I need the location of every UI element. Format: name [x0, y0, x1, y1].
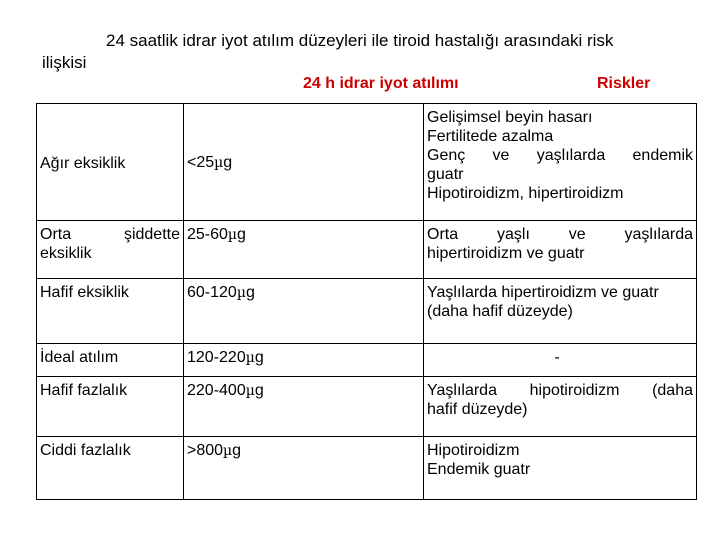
risks-cell	[424, 344, 697, 377]
micro-symbol: µ	[236, 285, 246, 301]
intake-value: 60-120	[187, 284, 237, 301]
deficiency-level: Hafif fazlalık	[40, 382, 128, 399]
column-header-intake: 24 h idrar iyot atılımı	[303, 75, 459, 92]
intake-unit: g	[237, 226, 246, 243]
intake-value: <25	[187, 154, 215, 171]
risks-cell	[424, 104, 697, 221]
intake-cell	[184, 279, 424, 344]
deficiency-level: İdeal atılım	[40, 349, 119, 366]
column-header-risks: Riskler	[597, 75, 651, 92]
deficiency-level: Ciddi fazlalık	[40, 442, 131, 459]
intake-cell	[184, 104, 424, 221]
risks-cell	[424, 279, 697, 344]
table-row	[37, 279, 697, 344]
table-row	[37, 344, 697, 377]
micro-symbol: µ	[245, 383, 255, 399]
risk-item: Yaşlılarda hipotiroidizm (daha	[427, 382, 693, 399]
risk-item: Fertilitede azalma	[427, 128, 554, 145]
deficiency-level: Hafif eksiklik	[40, 284, 129, 301]
risk-item: guatr	[427, 166, 464, 183]
micro-symbol: µ	[245, 350, 255, 366]
table-row	[37, 221, 697, 279]
risks-cell	[424, 221, 697, 279]
intake-cell	[184, 344, 424, 377]
table-row	[37, 104, 697, 221]
intake-unit: g	[245, 284, 255, 301]
deficiency-level-cell	[37, 437, 184, 500]
intake-value: >800	[187, 442, 224, 459]
risk-item: Hipotiroidizm, hipertiroidizm	[427, 185, 624, 202]
deficiency-level-cell	[37, 377, 184, 437]
page-title-continuation: ilişkisi	[42, 53, 87, 72]
intake-cell	[184, 221, 424, 279]
intake-unit: g	[254, 382, 264, 399]
risk-table	[36, 103, 697, 500]
intake-unit: g	[232, 442, 242, 459]
deficiency-level: Ağır eksiklik	[40, 154, 126, 172]
deficiency-level-cell	[37, 221, 184, 279]
deficiency-level-continuation: eksiklik	[40, 245, 92, 262]
table-row	[37, 437, 697, 500]
intake-value: 25-60	[187, 226, 228, 243]
risk-item: hipertiroidizm ve guatr	[427, 245, 585, 262]
micro-symbol: µ	[227, 227, 238, 243]
risk-item: hafif düzeyde)	[427, 401, 528, 418]
risk-item: Orta yaşlı ve yaşlılarda	[427, 226, 693, 243]
risks-cell	[424, 377, 697, 437]
risks-cell	[424, 437, 697, 500]
intake-unit: g	[223, 154, 233, 171]
intake-value: 120-220	[187, 349, 246, 366]
intake-cell	[184, 377, 424, 437]
intake-cell	[184, 437, 424, 500]
risk-item: Gelişimsel beyin hasarı	[427, 109, 593, 126]
intake-value: 220-400	[187, 382, 246, 399]
risk-item: Hipotiroidizm	[427, 442, 520, 459]
risk-item: (daha hafif düzeyde)	[427, 303, 573, 320]
deficiency-level: Orta şiddette	[40, 226, 180, 243]
micro-symbol: µ	[214, 155, 224, 171]
intake-unit: g	[254, 349, 264, 366]
risk-item: Endemik guatr	[427, 461, 531, 478]
micro-symbol: µ	[223, 443, 233, 459]
risk-item: Yaşlılarda hipertiroidizm ve guatr	[427, 284, 659, 301]
deficiency-level-cell	[37, 104, 184, 221]
deficiency-level-cell	[37, 279, 184, 344]
risk-item: Genç ve yaşlılarda endemik	[427, 147, 693, 164]
page-title: 24 saatlik idrar iyot atılım düzeyleri ile tiroid hastalığı arasındaki risk	[106, 31, 614, 50]
risk-item: -	[554, 349, 560, 366]
deficiency-level-cell	[37, 344, 184, 377]
table-row	[37, 377, 697, 437]
